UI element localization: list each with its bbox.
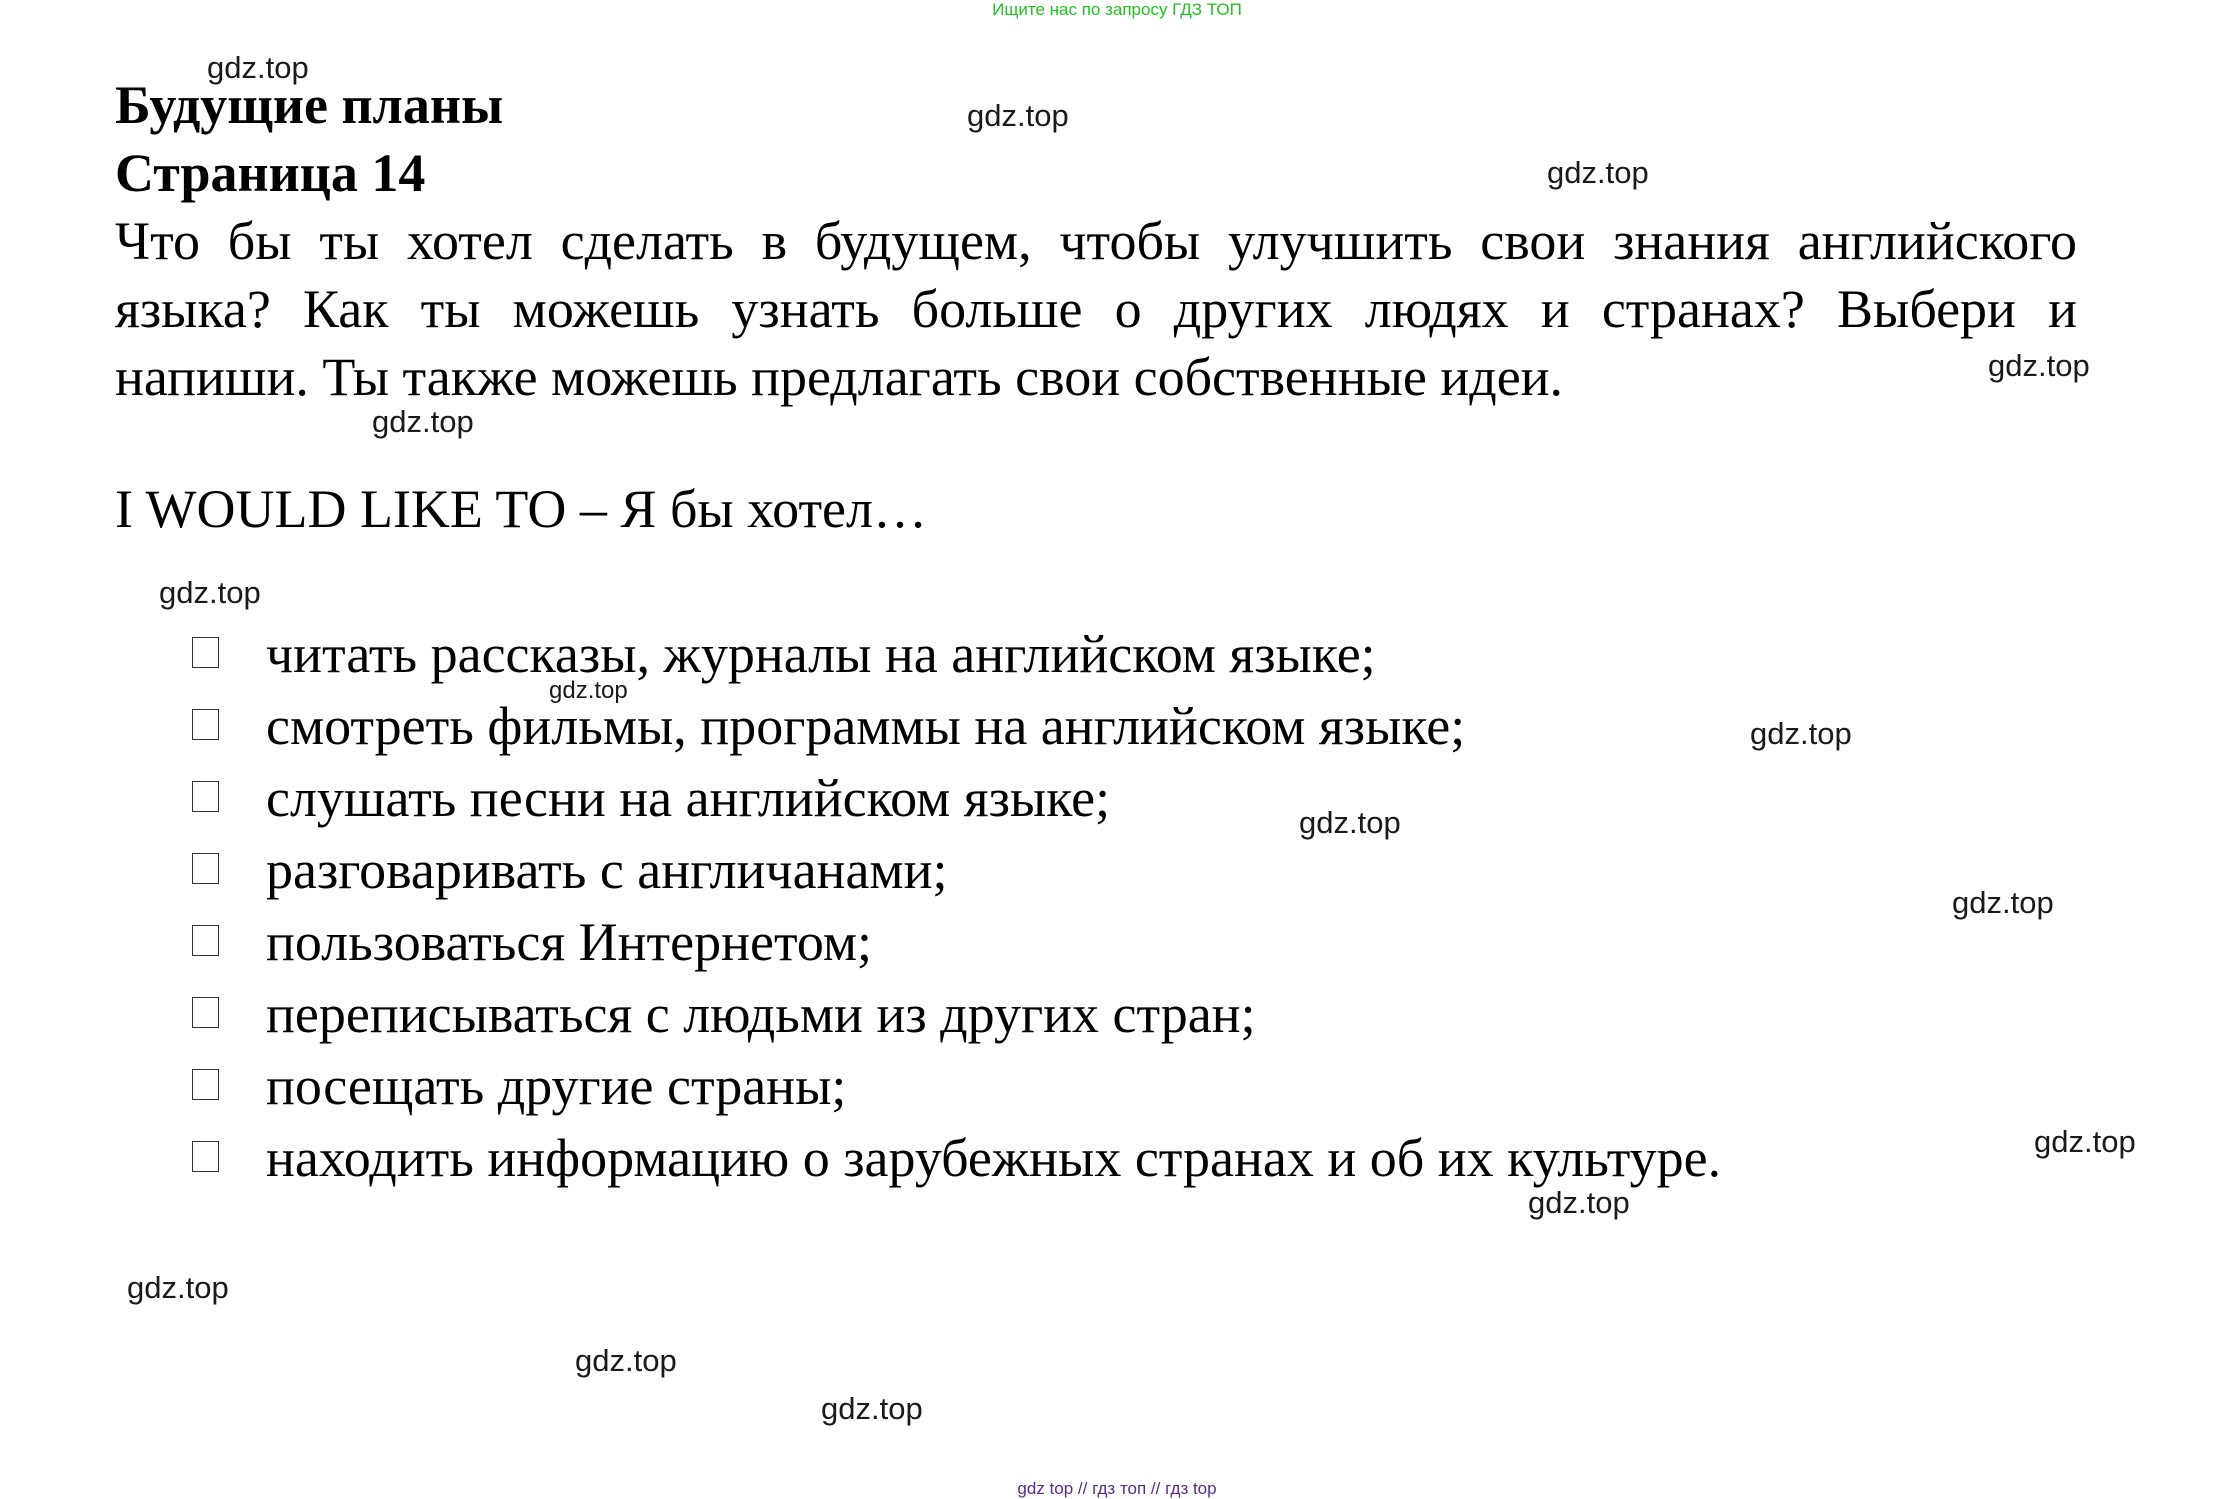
- checkbox[interactable]: [192, 637, 219, 668]
- instructions-line: языка? Как ты можешь узнать больше о других людях и странах? Выбери и: [115, 279, 2077, 339]
- watermark: gdz.top: [575, 1343, 677, 1378]
- watermark: gdz.top: [1547, 155, 1649, 190]
- checkbox[interactable]: [192, 925, 219, 956]
- option-label: находить информацию о зарубежных странах и об их культуре.: [266, 1128, 1722, 1188]
- watermark: gdz.top: [372, 404, 474, 439]
- watermark: gdz.top: [1988, 348, 2090, 383]
- instructions-line: напиши. Ты также можешь предлагать свои собственные идеи.: [115, 347, 1564, 407]
- page-title: Будущие планы: [115, 75, 504, 135]
- watermark: gdz.top: [127, 1270, 229, 1305]
- watermark: gdz.top: [207, 50, 309, 85]
- option-label: разговаривать с англичанами;: [266, 840, 948, 900]
- checkbox[interactable]: [192, 853, 219, 884]
- option-label: слушать песни на английском языке;: [266, 768, 1111, 828]
- option-label: смотреть фильмы, программы на английском языке;: [266, 696, 1466, 756]
- footer-links: gdz top // гдз топ // гдз top: [1017, 1479, 1217, 1498]
- top-banner: Ищите нас по запросу ГДЗ ТОП: [992, 0, 1242, 19]
- option-label: читать рассказы, журналы на английском языке;: [266, 624, 1376, 684]
- watermark: gdz.top: [1528, 1185, 1630, 1220]
- watermark: gdz.top: [159, 575, 261, 610]
- watermark: gdz.top: [1750, 716, 1852, 751]
- page-number: Страница 14: [115, 143, 426, 203]
- instructions-line: Что бы ты хотел сделать в будущем, чтобы улучшить свои знания английского: [115, 211, 2077, 271]
- watermark: gdz.top: [1952, 885, 2054, 920]
- checkbox[interactable]: [192, 1141, 219, 1172]
- watermark: gdz.top: [549, 677, 628, 704]
- task-instructions: [115, 207, 2077, 411]
- section-subtitle: I WOULD LIKE TO – Я бы хотел…: [115, 479, 927, 539]
- checkbox[interactable]: [192, 781, 219, 812]
- watermark: gdz.top: [1299, 805, 1401, 840]
- option-label: переписываться с людьми из других стран;: [266, 984, 1256, 1044]
- option-label: пользоваться Интернетом;: [266, 912, 873, 972]
- checkbox[interactable]: [192, 997, 219, 1028]
- checkbox[interactable]: [192, 1069, 219, 1100]
- watermark: gdz.top: [821, 1391, 923, 1426]
- checkbox[interactable]: [192, 709, 219, 740]
- option-label: посещать другие страны;: [266, 1056, 847, 1116]
- watermark: gdz.top: [2034, 1124, 2136, 1159]
- watermark: gdz.top: [967, 98, 1069, 133]
